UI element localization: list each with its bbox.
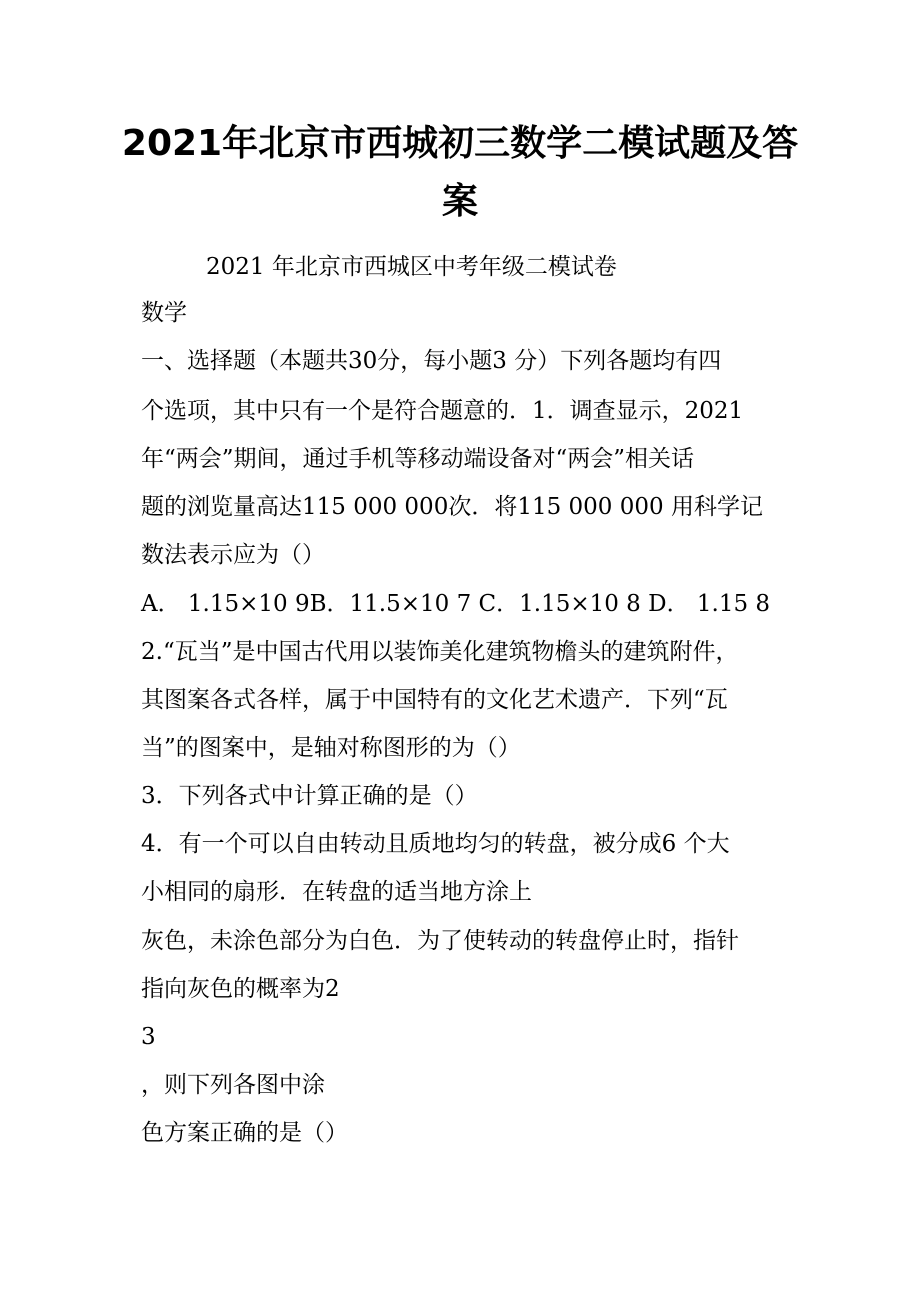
section-heading: 一、选择题（本题共30分，每小题3 分）下列各题均有四 (141, 348, 722, 374)
question-line: ，则下列各图中涂 (141, 1072, 325, 1098)
document-title: 2021年北京市西城初三数学二模试题及答 (121, 123, 799, 164)
fraction-denominator: 3 (141, 1024, 156, 1050)
question-line: 色方案正确的是（） (141, 1120, 348, 1146)
question-line: 3．下列各式中计算正确的是（） (141, 783, 478, 809)
question-line: 2.“瓦当”是中国古代用以装饰美化建筑物檐头的建筑附件， (141, 639, 739, 665)
question-line: 小相同的扇形．在转盘的适当地方涂上 (141, 879, 532, 905)
question-line: 指向灰色的概率为2 (141, 976, 340, 1002)
question-line: 其图案各式各样，属于中国特有的文化艺术遗产．下列“瓦 (141, 687, 728, 713)
paragraph-line: 数法表示应为（） (141, 542, 325, 568)
document-title-continued: 案 (441, 181, 478, 222)
paragraph-line: 题的浏览量高达115 000 000次．将115 000 000 用科学记 (141, 494, 763, 520)
question-line: 4．有一个可以自由转动且质地均匀的转盘，被分成6 个大 (141, 831, 730, 857)
exam-subtitle: 2021 年北京市西城区中考年级二模试卷 (206, 254, 617, 280)
subject-label: 数学 (141, 300, 187, 326)
question-line: 灰色，未涂色部分为白色．为了使转动的转盘停止时，指针 (141, 928, 739, 954)
paragraph-line: 个选项，其中只有一个是符合题意的．1．调查显示，2021 (141, 398, 744, 424)
paragraph-line: 年“两会”期间，通过手机等移动端设备对“两会”相关话 (141, 446, 695, 472)
question-line: 当”的图案中，是轴对称图形的为（） (141, 735, 521, 761)
answer-options: A． 1.15×10 9B．11.5×10 7 C．1.15×10 8 D． 1.15 8 (141, 591, 771, 617)
